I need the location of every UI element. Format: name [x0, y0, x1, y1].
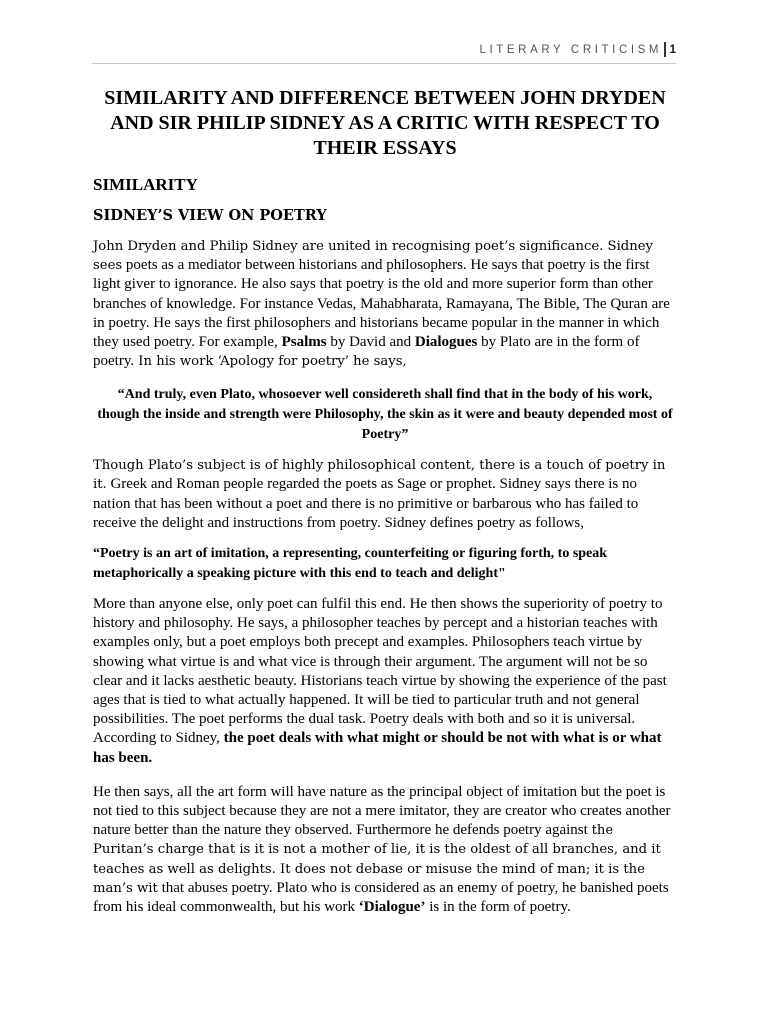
- subheading: SIDNEY’S VIEW ON POETRY: [93, 207, 327, 224]
- section-heading: SIMILARITY: [93, 175, 198, 194]
- paragraph-4: He then says, all the art form will have nature as the principal object of imitation but the poet is not tied to this subject because they are not a mere imitator, they are creator who creates another nature better than the nature they observed. Furthermore he defends poetry against the Puritan’s charge that is it is not a mother of lie, it is the oldest of all branches, and it teaches as well as delights. It does not debase or misuse the mind of man; it is the man’s wit that abuses poetry. Plato who is considered as an enemy of poetry, he banished poets from his ideal commonwealth, but his work ‘Dialogue’ is in the form of poetry.: [93, 783, 671, 916]
- bold-dialogue: ‘Dialogue’: [358, 899, 426, 916]
- block-quote-plato: “And truly, even Plato, whosoever well considereth shall find that in the body of his work, though the inside and strength were Philosophy, the skin as it were and beauty depended most of Poetry”: [97, 387, 673, 442]
- block-quote-definition: “Poetry is an art of imitation, a representing, counterfeiting or figuring forth, to speak metaphorically a speaking picture with this end to teach and delight": [93, 546, 608, 582]
- header-rule: [92, 63, 676, 64]
- paragraph-1: John Dryden and Philip Sidney are united in recognising poet’s significance. Sidney sees poets as a mediator between historians and philosophers. He says that poetry is the first light giver to ignorance. He also says that poetry is the old and more superior form than other branches of knowledge. For instance Vedas, Mahabharata, Ramayana, The Bible, The Quran are in poetry. He says the first philosophers and historians became popular in the manner in which they used poetry. For example, Psalms by David and Dialogues by Plato are in the form of poetry. In his work ‘Apology for poetry’ he says,: [93, 239, 670, 370]
- paragraph-2: Though Plato’s subject is of highly philosophical content, there is a touch of poetry in it. Greek and Roman people regarded the poets as Sage or prophet. Sidney says there is no nation that has been without a poet and there is no primitive or barbarous who has failed to receive the delight and instructions from poetry. Sidney defines poetry as follows,: [93, 458, 666, 531]
- running-header: [480, 42, 677, 57]
- header-section-title: LITERARY CRITICISM: [479, 43, 663, 56]
- paragraph-3: More than anyone else, only poet can fulfil this end. He then shows the superiority of poetry to history and philosophy. He says, a philosopher teaches by percept and a historian teaches with examples only, but a poet employs both precept and examples. Philosophers teach virtue by showing what virtue is and what vice is through their argument. The argument will not be so clear and it lacks aesthetic beauty. Historians teach virtue by showing the experience of the past ages that is tied to what actually happened. It will be tied to particular truth and not general possibilities. The poet performs the dual task. Poetry deals with both and so it is universal. According to Sidney, the poet deals with what might or should be not with what is or what has been.: [93, 596, 667, 766]
- header-divider: [664, 42, 666, 57]
- page-number: 1: [669, 43, 676, 56]
- document-title: SIMILARITY AND DIFFERENCE BETWEEN JOHN DRYDEN AND SIR PHILIP SIDNEY AS A CRITIC WITH RESPECT TO THEIR ESSAYS: [104, 87, 666, 159]
- bold-conclusion: the poet deals with what might or should be not with what is or what has been.: [93, 730, 662, 766]
- document-body: [93, 86, 677, 917]
- bold-psalms: Psalms: [281, 334, 327, 351]
- bold-dialogues: Dialogues: [414, 334, 478, 351]
